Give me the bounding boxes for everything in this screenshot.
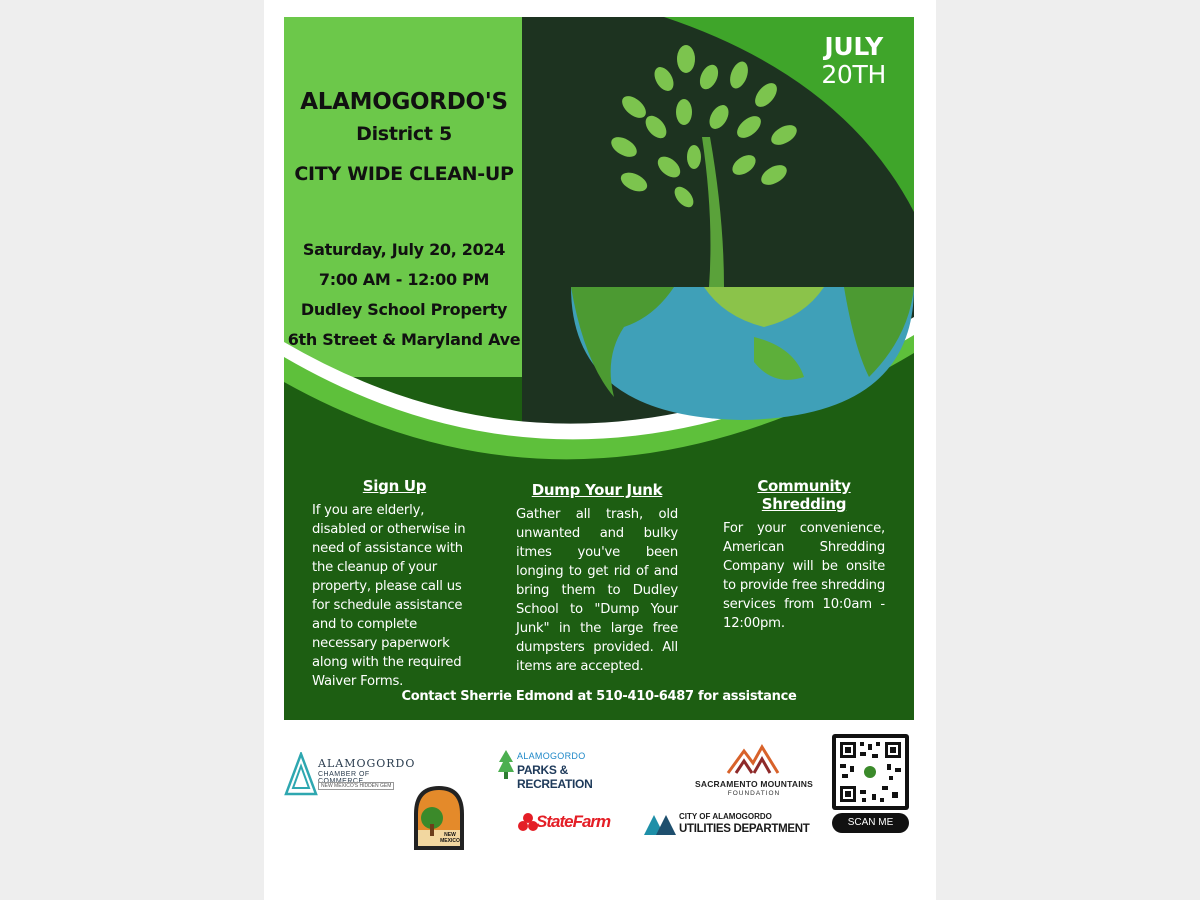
event-address: 6th Street & Maryland Ave	[287, 330, 521, 349]
utilities-bottom: UTILITIES DEPARTMENT	[679, 823, 810, 835]
contact-line: Contact Sherrie Edmond at 510-410-6487 for assistance	[401, 689, 797, 704]
utilities-top: CITY OF ALAMOGORDO	[679, 812, 772, 821]
qr-code[interactable]	[832, 734, 909, 810]
keep-beautiful-text: NEW MEXICO	[440, 832, 460, 844]
keep-beautiful-logo	[410, 784, 468, 852]
badge-month: JULY	[824, 32, 883, 61]
shredding-heading: Community Shredding	[757, 477, 851, 513]
badge-day: 20TH	[821, 60, 886, 89]
shredding-body: For your convenience, American Shredding Company will be onsite to provide free shredding services from 10:0am - 12:00pm.	[723, 521, 885, 631]
chamber-sub: CHAMBER OF COMMERCE	[318, 771, 370, 785]
event-time: 7:00 AM - 12:00 PM	[318, 270, 490, 289]
event-date: Saturday, July 20, 2024	[302, 240, 506, 259]
sacramento-name: SACRAMENTO MOUNTAINS	[695, 779, 813, 789]
dump-junk-column	[516, 481, 678, 676]
dump-junk-heading: Dump Your Junk	[531, 481, 663, 499]
dump-junk-body: Gather all trash, old unwanted and bulky itmes you've been longing to get rid of and bring them to Dudley School to "Dump Your Junk" in the large free dumpsters provided. All items are accepted.	[516, 507, 678, 674]
sacramento-sub: FOUNDATION	[727, 790, 781, 797]
parks-bottom: PARKS & RECREATION	[517, 763, 593, 791]
flyer-district: District 5	[356, 123, 452, 145]
chamber-name: ALAMOGORDO	[318, 757, 416, 770]
date-badge	[821, 33, 886, 89]
sign-up-column	[312, 477, 477, 691]
flyer-subtitle: CITY WIDE CLEAN-UP	[294, 163, 514, 185]
sacramento-mountains-icon	[726, 743, 780, 775]
parks-tree-icon	[497, 748, 515, 780]
statefarm-ovals-icon	[518, 812, 538, 832]
utilities-logo	[642, 810, 812, 840]
chamber-mountain-icon	[284, 752, 318, 796]
sign-up-heading: Sign Up	[362, 477, 427, 495]
qr-code-icon	[832, 734, 909, 810]
event-location: Dudley School Property	[300, 300, 508, 319]
cleanup-flyer	[284, 17, 914, 720]
event-info	[284, 235, 524, 355]
sacramento-logo	[690, 743, 820, 799]
statefarm-name: StateFarm	[536, 812, 611, 831]
shredding-column	[723, 477, 885, 633]
parks-top: ALAMOGORDO	[517, 751, 586, 761]
sign-up-body: If you are elderly, disabled or otherwise in need of assistance with the cleanup of your property, please call us for schedule assistance and to complete necessary paperwork along with the required Waiver Forms.	[312, 503, 466, 689]
parks-rec-logo	[497, 748, 633, 791]
scan-me-label: SCAN ME	[832, 813, 909, 833]
statefarm-logo	[518, 810, 611, 836]
chamber-tag: NEW MEXICO'S HIDDEN GEM	[318, 782, 394, 790]
flyer-title: ALAMOGORDO'S	[300, 89, 508, 115]
utilities-emblem-icon	[642, 813, 676, 837]
chamber-logo	[284, 752, 416, 798]
